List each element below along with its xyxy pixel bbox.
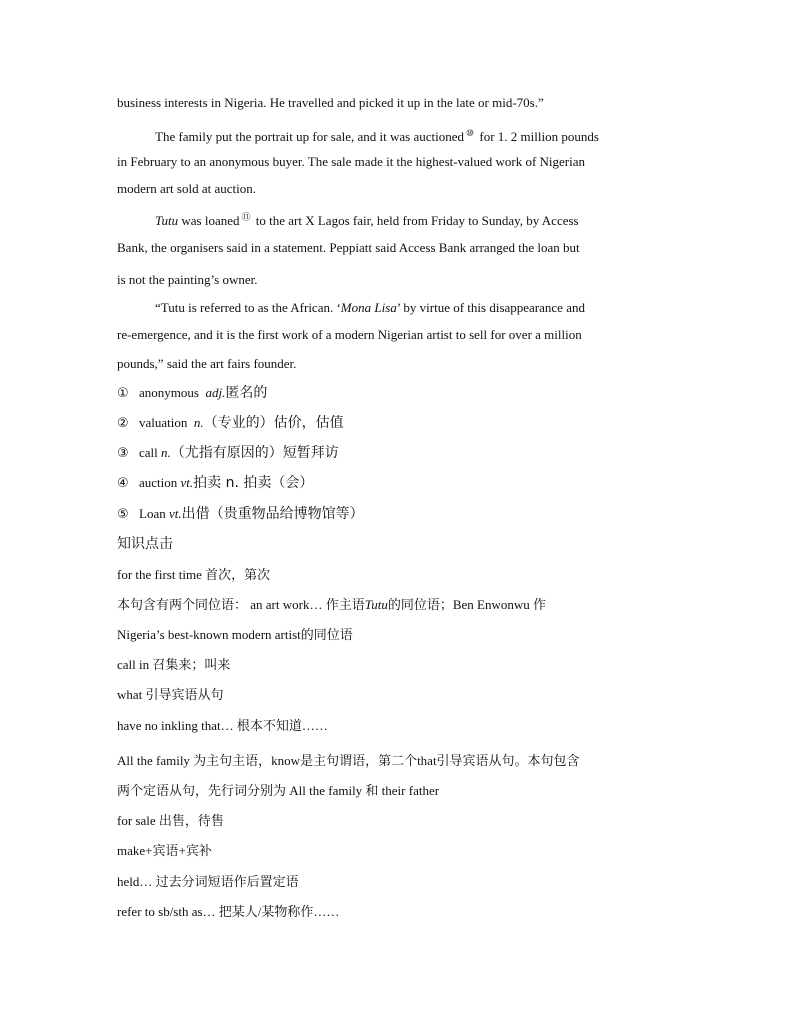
note-item: for the first time 首次，第次 [117,567,271,582]
footnote-marker: ⑪ [241,213,251,223]
glossary-item [117,474,687,493]
text-span: 的同位语；Ben Enwonwu 作 [387,597,546,612]
paragraph-3-line-3: is not the painting’s owner. [117,272,258,287]
footnote-marker: ⑩ [466,129,475,139]
note-item: for sale 出售，待售 [117,813,224,828]
glossary-number: ③ [117,446,129,461]
glossary-number: ② [117,416,129,431]
glossary-meaning: 出借（贵重物品给博物馆等） [181,506,364,522]
italic-title: Mona Lisa [340,300,397,315]
paragraph-3-line-1 [155,209,725,230]
text-span: 本句含有两个同位语： an art work… 作主语 [117,597,365,612]
note-item: held… 过去分词短语作后置定语 [117,874,299,889]
note-item: call in 召集来；叫来 [117,657,231,672]
paragraph-3-line-2: Bank, the organisers said in a statement. Peppiatt said Access Bank arranged the loan but [117,240,580,255]
glossary-word: anonymous [139,385,199,400]
text-span: was loaned [181,213,240,228]
note-item: have no inkling that… 根本不知道…… [117,718,328,733]
glossary-meaning: 匿名的 [225,385,268,401]
paragraph-4-line-1 [155,299,725,317]
text-span: to the art X Lagos fair, held from Friday to Sunday, by Access [255,213,579,228]
note-item-continuation: Nigeria’s best-known modern artist的同位语 [117,627,353,642]
glossary-item [117,505,687,524]
glossary-pos: vt. [168,506,182,521]
glossary-pos: adj. [205,385,226,400]
glossary-item [117,444,687,463]
paragraph-2-line-3: modern art sold at auction. [117,181,256,196]
glossary-meaning: （专业的）估价，估值 [203,415,344,431]
paragraph-2-line-1 [155,125,725,146]
paragraph-2-line-2: in February to an anonymous buyer. The sale made it the highest-valued work of Nigerian [117,154,585,169]
glossary-meaning: （尤指有原因的）短暂拜访 [170,445,339,461]
paragraph-4-line-3: pounds,” said the art fairs founder. [117,356,297,371]
glossary-number: ① [117,386,129,401]
paragraph-1-line-1: business interests in Nigeria. He travelled and picked it up in the late or mid-70s.” [117,95,544,110]
note-item: All the family 为主句主语，know是主句谓语，第二个that引导宾语从句。本句包含 [117,753,580,768]
glossary-item [117,384,687,403]
glossary-word: auction [139,475,178,490]
text-span: “Tutu is referred to as the African. ‘ [155,300,341,315]
note-item: refer to sb/sth as… 把某人/某物称作…… [117,904,340,919]
glossary-pos: n. [161,445,171,460]
notes-heading: 知识点击 [117,536,173,552]
paragraph-4-line-2: re-emergence, and it is the first work of a modern Nigerian artist to sell for over a million [117,327,582,342]
glossary-number: ④ [117,476,129,491]
note-item [117,596,687,614]
glossary-word: valuation [139,415,188,430]
italic-title: Tutu [155,213,179,228]
glossary-word: call [139,445,158,460]
italic-title: Tutu [364,597,388,612]
note-item: make+宾语+宾补 [117,843,212,858]
glossary-pos: n. [193,415,204,430]
glossary-item [117,414,687,433]
text-span: ’ by virtue of this disappearance and [396,300,585,315]
glossary-number: ⑤ [117,507,129,522]
note-item: what 引导宾语从句 [117,687,224,702]
text-span: for 1. 2 million pounds [479,129,599,144]
glossary-meaning: 拍卖 n. 拍卖（会） [193,475,314,491]
glossary-word: Loan [139,506,166,521]
glossary-pos: vt. [180,475,194,490]
text-span: The family put the portrait up for sale, and it was auctioned [155,129,465,144]
note-item-continuation: 两个定语从句，先行词分别为 All the family 和 their father [117,783,440,798]
